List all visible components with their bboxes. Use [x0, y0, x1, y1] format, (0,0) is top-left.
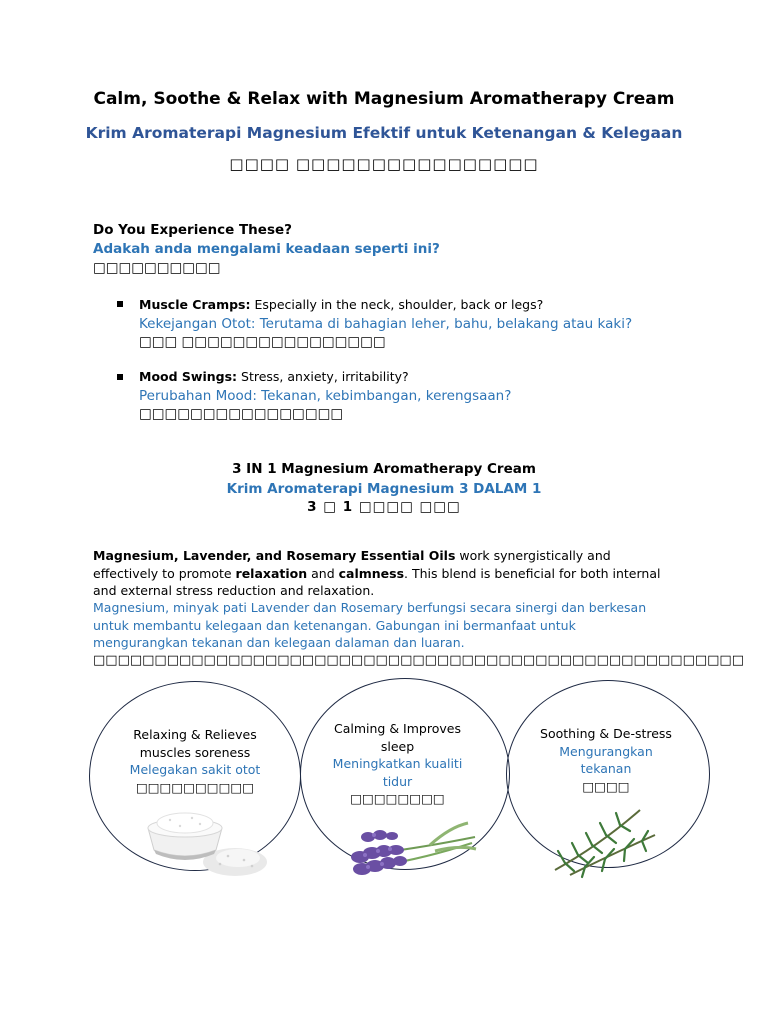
symptom-item-malay	[139, 388, 511, 404]
symptom-item-cjk: □□□ □□□□□□□□□□□□□□□□	[139, 334, 386, 350]
product-title: 3 IN 1 Magnesium Aromatherapy Cream	[232, 461, 536, 477]
benefit-label-cjk: □□□□□□□□□□	[135, 779, 255, 795]
benefit-label-malay: Meningkatkan kualiti tidur	[332, 756, 463, 789]
benefit-text-calming	[330, 720, 465, 808]
benefit-label-malay: Melegakan sakit otot	[129, 762, 261, 777]
description-bold-relaxation: relaxation	[235, 565, 308, 581]
symptom-item-malay	[139, 316, 632, 332]
description-text: and	[307, 565, 339, 581]
benefit-label-english: Soothing & De-stress	[540, 726, 672, 741]
benefit-text-relaxing	[120, 726, 270, 796]
question-heading-malay: Adakah anda mengalami keadaan seperti ini?	[93, 241, 440, 257]
symptom-label-malay: Perubahan Mood	[139, 388, 253, 404]
product-title-cjk: 3 □ 1 □□□□ □□□	[307, 499, 461, 515]
symptom-item-english	[139, 297, 543, 312]
description-english	[93, 547, 673, 600]
benefit-label-english: Relaxing & Relieves muscles soreness	[133, 727, 257, 760]
question-heading-cjk: □□□□□□□□□□	[93, 260, 221, 276]
page-title: Calm, Soothe & Relax with Magnesium Aromatherapy Cream	[93, 89, 675, 109]
benefit-label-english: Calming & Improves sleep	[334, 721, 461, 754]
page-subtitle-cjk: □□□□ □□□□□□□□□□□□□□□□	[229, 155, 539, 173]
symptom-description: Especially in the neck, shoulder, back or legs?	[250, 297, 544, 312]
page-subtitle-malay: Krim Aromaterapi Magnesium Efektif untuk Ketenangan & Kelegaan	[85, 124, 683, 142]
symptom-item-cjk: □□□□□□□□□□□□□□□□	[139, 406, 344, 422]
description-cjk: □□□□□□□□□□□□□□□□□□□□□□□□□□□□□□□□□□□□□□□□□□□□□□□□□□□□□	[93, 653, 744, 668]
symptom-item-english	[139, 369, 409, 384]
description-bold-ingredients: Magnesium, Lavender, and Rosemary Essential Oils	[93, 548, 456, 563]
symptom-description: Stress, anxiety, irritability?	[237, 369, 409, 384]
bullet-marker	[117, 301, 123, 307]
benefit-label-cjk: □□□□□□□□	[350, 791, 445, 806]
benefit-label-cjk: □□□□	[582, 778, 630, 794]
salt-bowl-image	[140, 800, 270, 880]
symptom-label: Muscle Cramps:	[139, 297, 251, 312]
benefit-label-malay: Mengurangkan tekanan	[559, 743, 653, 776]
symptom-label-malay: Kekejangan Otot	[139, 316, 251, 332]
bullet-marker	[117, 374, 123, 380]
description-bold-calmness: calmness	[338, 565, 405, 581]
symptom-description-malay: : Terutama di bahagian leher, bahu, belakang atau kaki?	[250, 316, 633, 332]
description-text: . This blend is beneficial for both internal and external stress reduction and relaxation.	[93, 565, 661, 598]
description-text: work synergistically and effectively to promote	[93, 548, 611, 581]
rosemary-image	[550, 805, 660, 880]
lavender-image	[340, 815, 480, 885]
question-heading: Do You Experience These?	[93, 222, 292, 238]
symptom-label: Mood Swings:	[139, 369, 238, 384]
benefit-text-soothing	[536, 725, 676, 795]
symptom-description-malay: : Tekanan, kebimbangan, kerengsaan?	[252, 388, 512, 404]
product-title-malay: Krim Aromaterapi Magnesium 3 DALAM 1	[226, 481, 542, 497]
description-malay: Magnesium, minyak pati Lavender dan Rosemary berfungsi secara sinergi dan berkesan untuk membantu kelegaan dan ketenangan. Gabungan ini bermanfaat untuk mengurangkan tekanan dan kelegaan dalaman dan luaran.	[93, 600, 647, 650]
